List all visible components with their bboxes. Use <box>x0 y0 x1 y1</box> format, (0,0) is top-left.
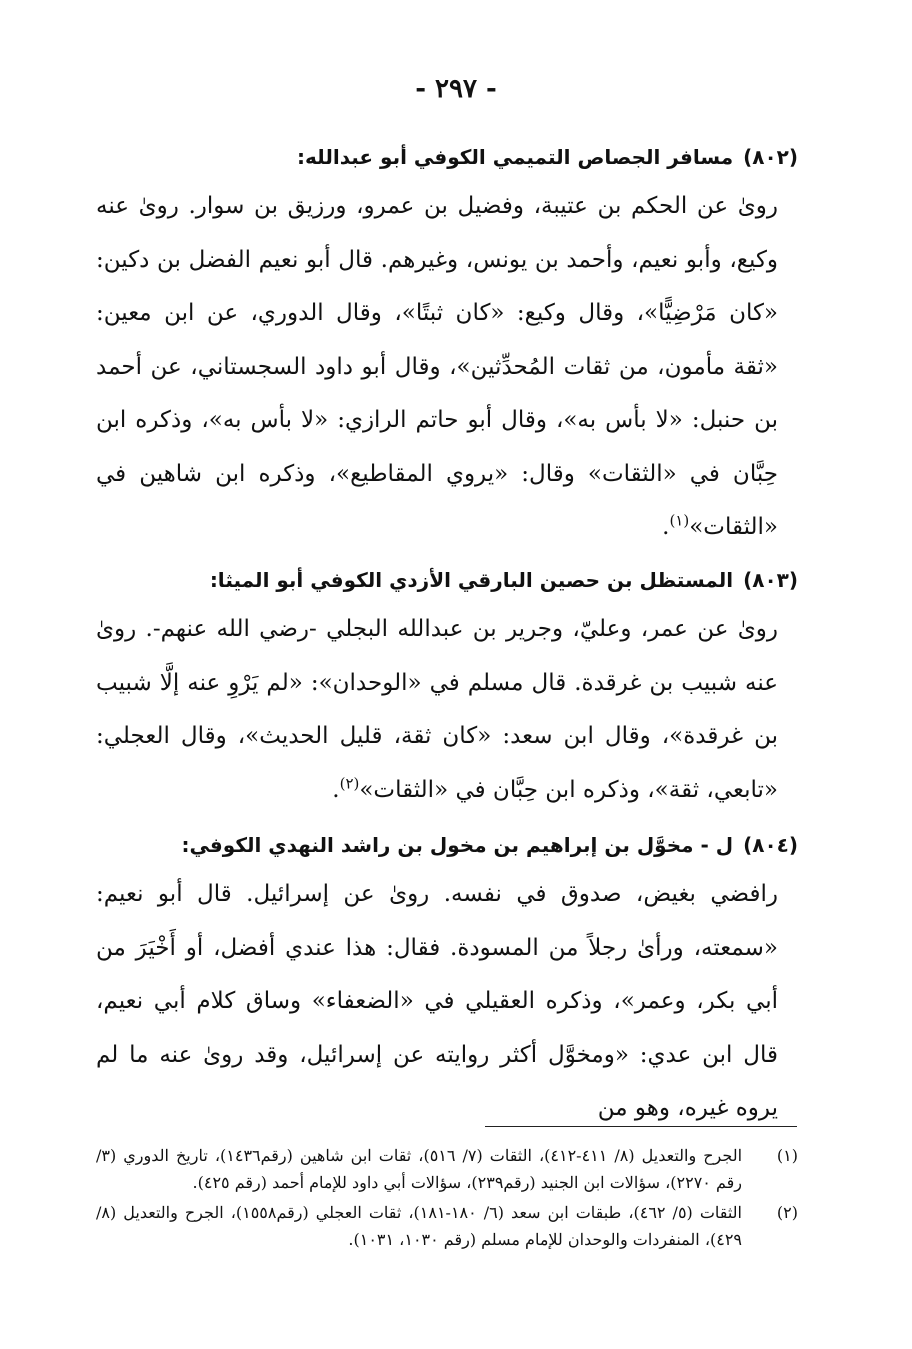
entry-804 <box>96 828 798 1136</box>
footnote-text: الجرح والتعديل (٨/ ٤١١-٤١٢)، الثقات (٧/ ٥١٦)، ثقات ابن شاهين (رقم١٤٣٦)، تاريخ الدوري (٣/رقم ٢٢٧٠)، سؤالات ابن الجنيد (رقم٢٣٩)، سؤالات أبي داود للإمام أحمد (رقم ٤٢٥). <box>96 1146 743 1192</box>
entry-heading <box>96 140 798 174</box>
footnote-separator <box>485 1126 797 1127</box>
entry-title: ل - مخوَّل بن إبراهيم بن مخول بن راشد النهدي الكوفي: <box>181 833 734 857</box>
entry-heading <box>96 563 798 597</box>
entry-heading <box>96 828 798 862</box>
page-number: - ٢٩٧ - <box>415 74 497 104</box>
entry-number: (٨٠٤) <box>743 833 798 857</box>
footnote-mark: (١) <box>776 1146 798 1165</box>
entry-body <box>96 868 778 1136</box>
entry-802 <box>96 140 798 555</box>
entry-body <box>96 180 778 555</box>
entry-text: روىٰ عن عمر، وعليّ، وجرير بن عبدالله البجلي -رضي الله عنهم-. روىٰ عنه شبيب بن غرقدة. قال مسلم في «الوحدان»: «لم يَرْوِ عنه إلَّا شبيب بن غرقدة»، وقال ابن سعد: «كان ثقة، قليل الحديث»، وقال العجلي: «تابعي، ثقة»، وذكره ابن حِبَّان في «الثقات» <box>96 616 778 803</box>
entry-803 <box>96 563 798 817</box>
footnote-reference[interactable]: (٢) <box>339 773 360 792</box>
entry-number: (٨٠٢) <box>743 145 798 169</box>
footnote <box>96 1199 798 1253</box>
entry-text: روىٰ عن الحكم بن عتيبة، وفضيل بن عمرو، ورزيق بن سوار. روىٰ عنه وكيع، وأبو نعيم، وأحمد بن يونس، وغيرهم. قال أبو نعيم الفضل بن دكين: «كان مَرْضِيًّا»، وقال وكيع: «كان ثبتًا»، وقال الدوري، عن ابن معين: «ثقة مأمون، من ثقات المُحدِّثين»، وقال أبو داود السجستاني، عن أحمد بن حنبل: «لا بأس به»، وقال أبو حاتم الرازي: «لا بأس به»، وذكره ابن حِبَّان في «الثقات» وقال: «يروي المقاطيع»، وذكره ابن شاهين في «الثقات» <box>96 193 778 540</box>
footnote-text: الثقات (٥/ ٤٦٢)، طبقات ابن سعد (٦/ ١٨٠-١٨١)، ثقات العجلي (رقم١٥٥٨)، الجرح والتعديل (٨/ ٤٢٩)، المنفردات والوحدان للإمام مسلم (رقم ١٠٣٠، ١٠٣١). <box>96 1203 743 1249</box>
footnote-mark: (٢) <box>776 1203 798 1222</box>
entry-tail: . <box>332 776 340 803</box>
entry-title: مسافر الجصاص التميمي الكوفي أبو عبدالله: <box>297 145 734 169</box>
entry-body <box>96 603 778 817</box>
entry-text: رافضي بغيض، صدوق في نفسه. روىٰ عن إسرائيل. قال أبو نعيم: «سمعته، ورأىٰ رجلاً من المسودة. فقال: هذا عندي أفضل، أو أَخْيَرَ من أبي بكر، وعمر»، وذكره العقيلي في «الضعفاء» وساق كلام أبي نعيم، قال ابن عدي: «ومخوَّل أكثر روايته عن إسرائيل، وقد روىٰ عنه ما لم يروه غيره، وهو من <box>96 881 778 1121</box>
entry-number: (٨٠٣) <box>743 568 798 592</box>
footnote <box>96 1142 798 1196</box>
entry-tail: . <box>662 514 670 540</box>
footnotes <box>96 1142 798 1256</box>
footnote-reference[interactable]: (١) <box>669 511 690 530</box>
entry-title: المستظل بن حصين البارقي الأزدي الكوفي أبو الميثا: <box>209 568 734 592</box>
